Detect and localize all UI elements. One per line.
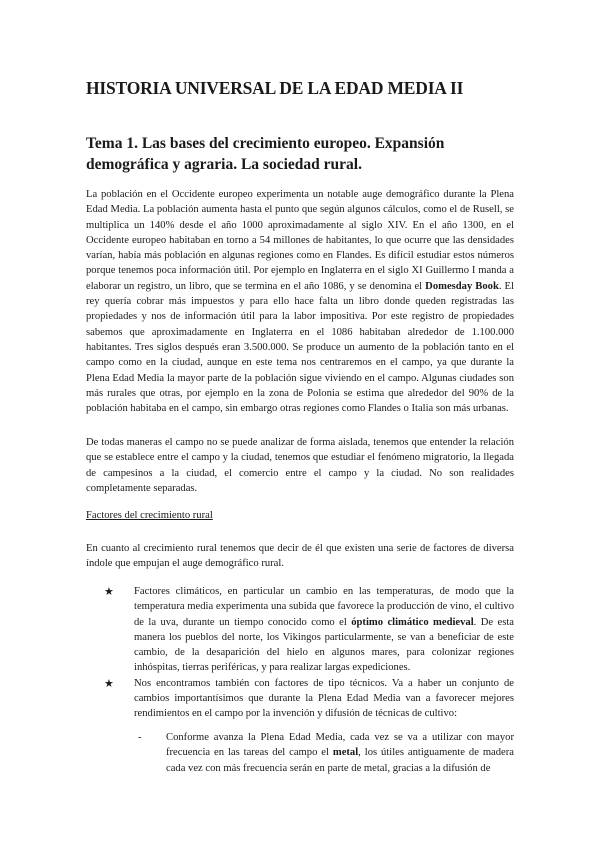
bold-term: óptimo climático medieval [351, 616, 474, 628]
document-title: HISTORIA UNIVERSAL DE LA EDAD MEDIA II [86, 78, 464, 98]
factors-list [104, 584, 514, 722]
list-item [138, 730, 514, 776]
section-heading: Factores del crecimiento rural [86, 510, 213, 521]
list-item [104, 676, 514, 722]
list-item-text: Conforme avanza la Plena Edad Media, cada vez se va a utilizar con mayor frecuencia en las tareas del campo el [166, 732, 514, 759]
paragraph-text: La población en el Occidente europeo experimenta un notable auge demográfico durante la Plena Edad Media. La población aumenta hasta el punto que según algunos cálculos, como el de Rusell, se multiplica un 140% desde el año 1000 aproximadamente al siglo XIV. En el año 1300, en el Occidente europeo habitaban en torno a 54 millones de habitantes, lo que ocurre que las densidades varían, había más población en algunas regiones como en Flandes. Es difícil estudiar estos números porque tenemos poca información útil. Por ejemplo en Inglaterra en el siglo XI Guillermo I manda a elaborar un registro, un libro, que se termina en el año 1086, y se denomina el [86, 189, 514, 292]
dash-icon: - [138, 732, 142, 743]
list-item [104, 584, 514, 676]
list-item-text: Nos encontramos también con factores de tipo técnicos. Va a haber un conjunto de cambios importantísimos que durante la Plena Edad Media van a favorecer mejores rendimientos en el campo por la invención y difusión de técnicas de cultivo: [134, 677, 514, 720]
bold-term: metal [332, 747, 359, 759]
paragraph-population [86, 187, 514, 416]
bold-term: Domesday Book [425, 280, 499, 292]
list-item-text: Factores climáticos, en particular un cambio en las temperaturas, de modo que la temperatura media experimenta una subida que favorece la producción de vino, el cultivo de la uva, durante un tiempo conocido como el [134, 586, 514, 628]
paragraph-text: . El rey quería cobrar más impuestos y para ello hace falta un libro donde queden registradas las propiedades y nos de información útil para la labor impositiva. Por este registro de propiedades sabemos que aproximadamente en Inglaterra en el 1086 habitaban alrededor de 1.100.000 habitantes. Tres siglos después eran 3.500.000. Se produce un aumento de la población tanto en el campo como en la ciudad, aunque en este tema nos centraremos en el campo, ya que durante la Plena Edad Media la mayor parte de la población sigue viviendo en el campo. Algunas ciudades son más rurales que otras, por ejemplo en la zona de Polonia se estima que alrededor del 90% de la población habitaba en el campo, sin embargo otras regiones como Flandes o Italia son más urbanas. [86, 280, 514, 415]
chapter-title: Tema 1. Las bases del crecimiento europeo. Expansión demográfica y agraria. La sociedad rural. [86, 135, 445, 173]
star-icon: ★ [104, 676, 114, 690]
paragraph-factors-intro: En cuanto al crecimiento rural tenemos que decir de él que existen una serie de factores de diversa índole que empujan el auge demográfico rural. [86, 543, 514, 570]
star-icon: ★ [104, 585, 114, 598]
paragraph-countryside: De todas maneras el campo no se puede analizar de forma aislada, tenemos que entender la relación que se establece entre el campo y la ciudad, tenemos que estudiar el fenómeno migratorio, la llegada de campesinos a la ciudad, el comercio entre el campo y la ciudad. No son realidades completamente separadas. [86, 437, 514, 494]
list-item-text: , los útiles antiguamente de madera cada vez con más frecuencia serán en parte de metal, gracias a la difusión de [166, 747, 514, 774]
technical-factors-list [138, 730, 514, 776]
list-item-text: . De esta manera los pueblos del norte, los Vikingos particularmente, se van a beneficiar de este cambio, de la desaparición del hielo en algunos mares, para colonizar regiones inhóspitas, tierras periféricas, y para realizar largas expediciones. [134, 616, 514, 674]
